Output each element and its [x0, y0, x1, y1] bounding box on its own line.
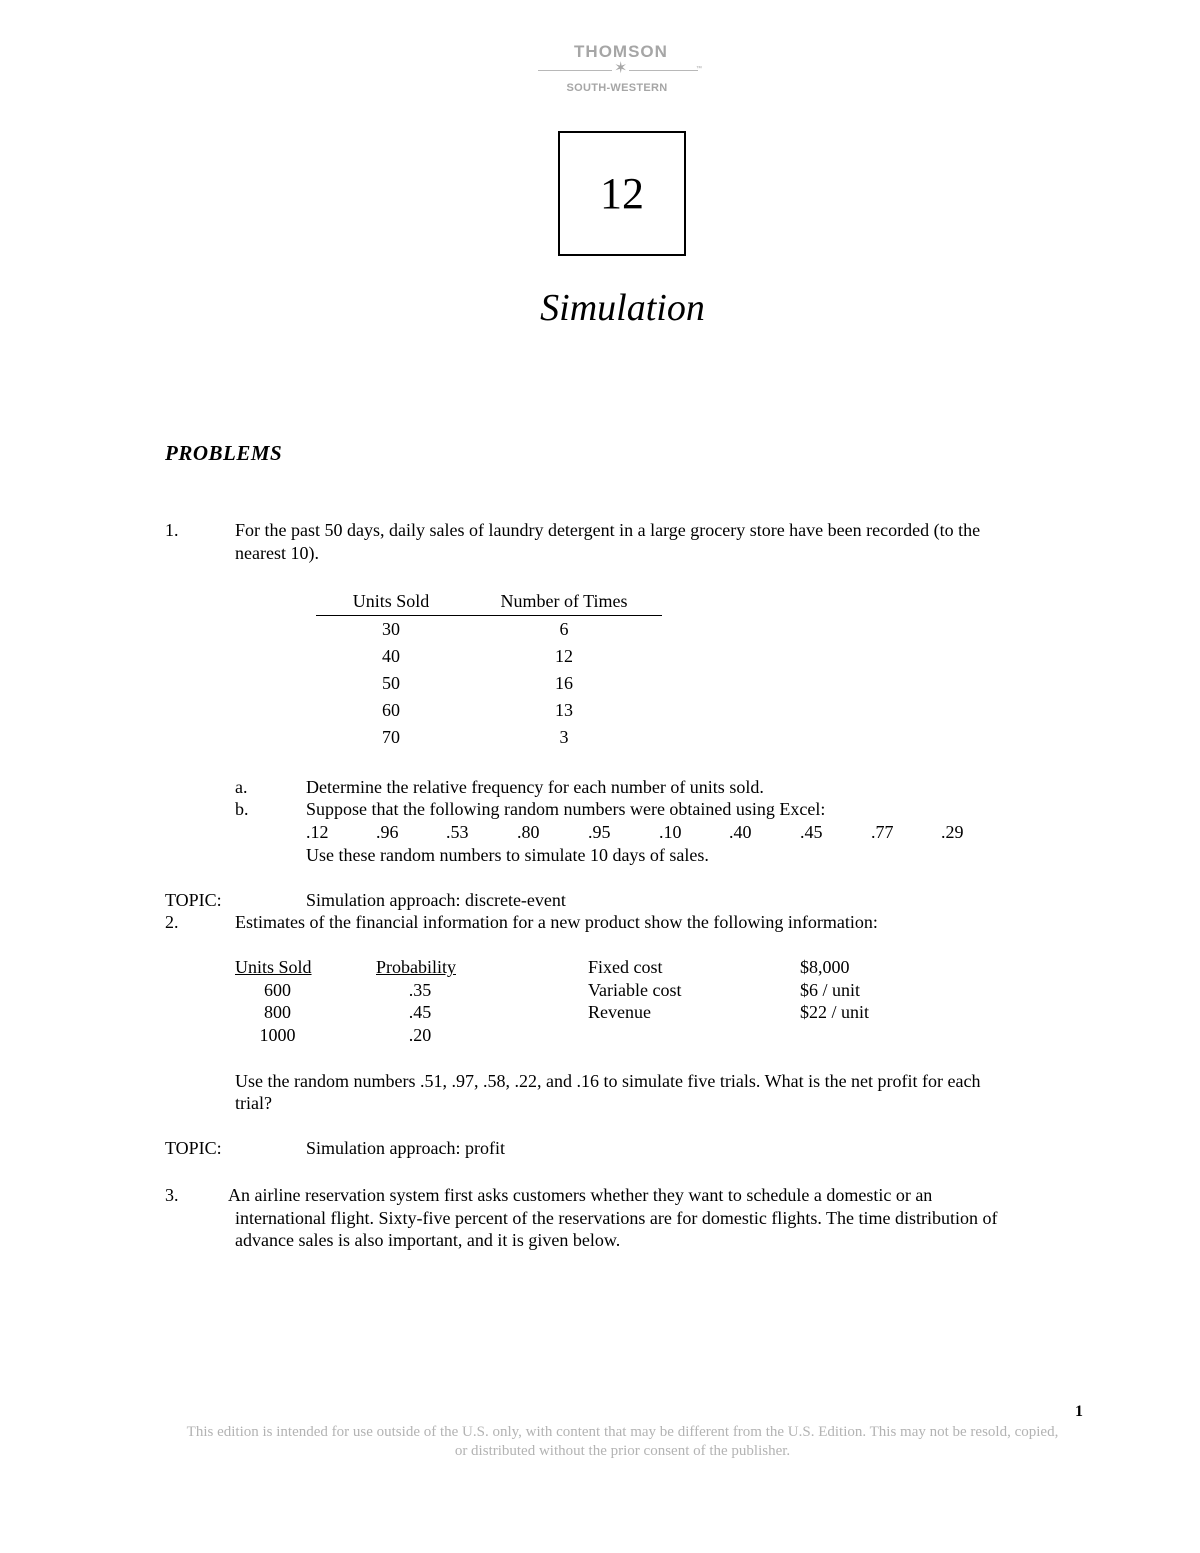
section-heading: PROBLEMS	[165, 441, 283, 465]
number-of-times-cell: 13	[555, 700, 573, 720]
problem-3-line1: An airline reservation system first asks customers whether they want to schedule a domestic or an	[228, 1185, 933, 1205]
probability-header: Probability	[376, 957, 456, 977]
problem-2-question-line1: Use the random numbers .51, .97, .58, .22, and .16 to simulate five trials. What is the net profit for each	[235, 1071, 981, 1091]
publisher-logo	[538, 42, 708, 100]
cost-value: $8,000	[800, 957, 850, 977]
probability-value: .35	[408, 980, 432, 1000]
logo-bottom-text: SOUTH-WESTERN	[566, 82, 668, 94]
problem-3-line3: advance sales is also important, and it is given below.	[235, 1230, 621, 1250]
units-sold-value: 800	[264, 1002, 291, 1022]
cost-value: $22 / unit	[800, 1002, 870, 1022]
part-a-text: Determine the relative frequency for each number of units sold.	[306, 777, 764, 797]
problem-1-number: 1.	[165, 520, 179, 540]
problem-3-line2: international flight. Sixty-five percent of the reservations are for domestic flights. The time distribution of	[235, 1208, 998, 1228]
problem-2-line1: Estimates of the financial information for a new product show the following information:	[235, 912, 878, 932]
number-of-times-cell: 6	[559, 619, 569, 639]
part-b-label: b.	[235, 799, 249, 819]
probability-value: .45	[408, 1002, 432, 1022]
footer-notice-line1: This edition is intended for use outside of the U.S. only, with content that may be different from the U.S. Edition. This may not be resold, copied,	[186, 1424, 1059, 1440]
chapter-number: 12	[600, 169, 644, 218]
random-number: .12	[306, 822, 329, 842]
part-b-text-2: Use these random numbers to simulate 10 days of sales.	[306, 845, 709, 865]
random-number: .53	[446, 822, 469, 842]
random-number: .95	[588, 822, 611, 842]
chapter-title: Simulation	[540, 287, 705, 329]
topic-label: TOPIC:	[165, 890, 222, 910]
random-number: .77	[871, 822, 894, 842]
part-b-text: Suppose that the following random numbers were obtained using Excel:	[306, 799, 826, 819]
problem-1-line1: For the past 50 days, daily sales of laundry detergent in a large grocery store have been recorded (to the	[235, 520, 981, 540]
units-sold-cell: 50	[382, 673, 400, 693]
table-row	[316, 724, 662, 751]
random-number: .10	[659, 822, 682, 842]
cost-label: Variable cost	[588, 980, 682, 1000]
topic-label: TOPIC:	[165, 1138, 222, 1158]
column-header-units-sold: Units Sold	[316, 589, 466, 616]
column-header-number-of-times: Number of Times	[466, 589, 662, 616]
footer-notice-line2: or distributed without the prior consent of the publisher.	[454, 1443, 791, 1459]
sales-frequency-table	[316, 589, 662, 751]
part-a-label: a.	[235, 777, 248, 797]
cost-value: $6 / unit	[800, 980, 861, 1000]
logo-star-icon: ✶	[614, 60, 628, 77]
random-number: .45	[800, 822, 823, 842]
random-number: .80	[517, 822, 540, 842]
units-sold-cell: 30	[382, 619, 400, 639]
number-of-times-cell: 16	[555, 673, 573, 693]
units-sold-cell: 70	[382, 727, 400, 747]
logo-trademark: ™	[696, 66, 702, 72]
random-number: .29	[941, 822, 964, 842]
table-header-row	[316, 589, 662, 616]
number-of-times-cell: 12	[555, 646, 573, 666]
problem-1-line2: nearest 10).	[235, 543, 319, 563]
units-sold-header: Units Sold	[235, 957, 312, 977]
logo-top-text: THOMSON	[574, 42, 668, 61]
problem-2-question-line2: trial?	[235, 1093, 272, 1113]
table-row	[316, 643, 662, 670]
table-row	[316, 697, 662, 724]
page-number: 1	[1075, 1403, 1083, 1420]
topic-text: Simulation approach: discrete-event	[306, 890, 566, 910]
cost-label: Revenue	[588, 1002, 651, 1022]
units-sold-value: 600	[264, 980, 291, 1000]
cost-label: Fixed cost	[588, 957, 663, 977]
probability-value: .20	[408, 1025, 432, 1045]
units-sold-value: 1000	[259, 1025, 296, 1045]
table-row	[316, 616, 662, 644]
units-sold-cell: 40	[382, 646, 400, 666]
problem-2-number: 2.	[165, 912, 179, 932]
units-sold-cell: 60	[382, 700, 400, 720]
chapter-number-box	[558, 131, 686, 256]
topic-text: Simulation approach: profit	[306, 1138, 505, 1158]
problem-3-number: 3.	[165, 1185, 179, 1205]
random-number: .40	[729, 822, 752, 842]
table-row	[316, 670, 662, 697]
number-of-times-cell: 3	[559, 727, 569, 747]
random-number: .96	[376, 822, 399, 842]
